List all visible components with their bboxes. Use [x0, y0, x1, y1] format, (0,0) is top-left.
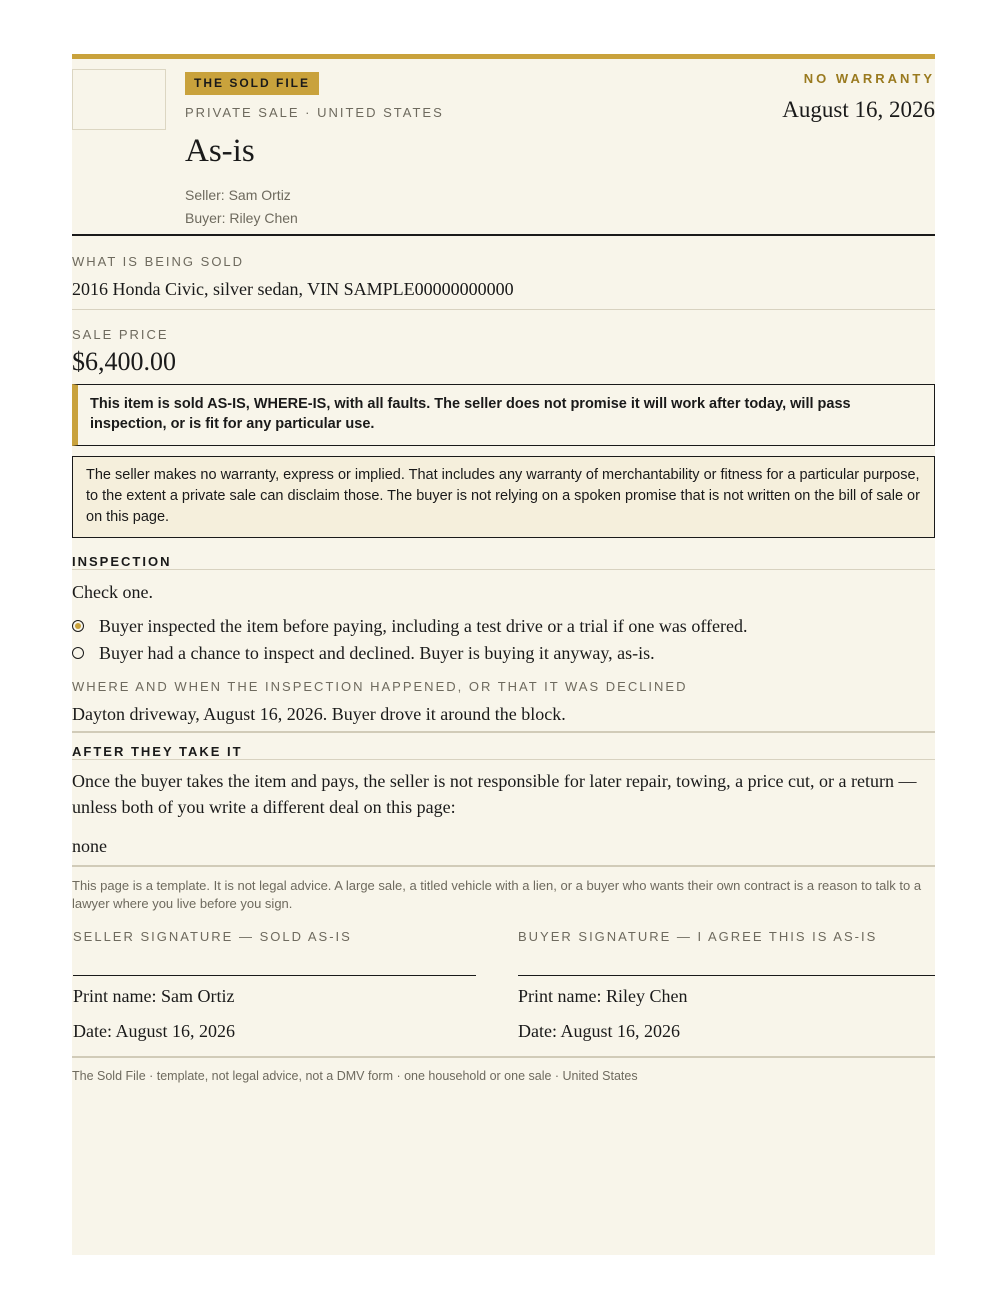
seller-signature-line[interactable]: [73, 975, 476, 976]
inspection-option-declined[interactable]: [72, 643, 655, 663]
buyer-line: Buyer: Riley Chen: [185, 210, 298, 226]
inspection-option-inspected[interactable]: [72, 616, 747, 636]
item-divider: [72, 309, 935, 310]
after-end-divider: [72, 865, 935, 867]
inspection-where-value: Dayton driveway, August 16, 2026. Buyer drove it around the block.: [72, 704, 566, 724]
document-kicker: PRIVATE SALE · UNITED STATES: [185, 105, 444, 120]
buyer-sign-date: Date: August 16, 2026: [518, 1021, 680, 1041]
after-divider: [72, 759, 935, 760]
inspection-option-label: Buyer had a chance to inspect and declined. Buyer is buying it anyway, as-is.: [99, 642, 655, 663]
price-label: SALE PRICE: [72, 327, 169, 342]
inspection-heading: INSPECTION: [72, 554, 172, 569]
document-date: August 16, 2026: [782, 97, 935, 122]
buyer-print-name: Print name: Riley Chen: [518, 986, 688, 1006]
inspection-instruction: Check one.: [72, 582, 153, 602]
no-warranty-badge: NO WARRANTY: [803, 71, 935, 86]
page-title: As-is: [185, 133, 255, 169]
inspection-end-divider: [72, 731, 935, 733]
inspection-divider: [72, 569, 935, 570]
sale-price: $6,400.00: [72, 347, 176, 376]
inspection-option-label: Buyer inspected the item before paying, including a test drive or a trial if one was offered.: [99, 615, 748, 636]
radio-unselected-icon[interactable]: [72, 647, 84, 659]
after-deal-value: none: [72, 836, 107, 856]
item-value: 2016 Honda Civic, silver sedan, VIN SAMPLE00000000000: [72, 279, 514, 299]
buyer-signature-label: BUYER SIGNATURE — I AGREE THIS IS AS-IS: [518, 929, 878, 944]
legal-disclaimer: This page is a template. It is not legal advice. A large sale, a titled vehicle with a lien, or a buyer who wants their own contract is a reason to talk to a lawyer where you live before you sign.: [72, 878, 922, 911]
radio-selected-icon[interactable]: [72, 620, 84, 632]
logo-placeholder: [72, 69, 166, 130]
buyer-signature-line[interactable]: [518, 975, 935, 976]
as-is-notice: This item is sold AS-IS, WHERE-IS, with all faults. The seller does not promise it will work after today, will pass inspection, or is fit for any particular use.: [72, 384, 935, 446]
after-text: Once the buyer takes the item and pays, the seller is not responsible for later repair, towing, a price cut, or a return — unless both of you write a different deal on this page:: [72, 771, 917, 817]
seller-print-name: Print name: Sam Ortiz: [73, 986, 235, 1006]
header-divider: [72, 234, 935, 236]
item-label: WHAT IS BEING SOLD: [72, 254, 245, 269]
seller-sign-date: Date: August 16, 2026: [73, 1021, 235, 1041]
warranty-disclaimer: The seller makes no warranty, express or implied. That includes any warranty of merchantability or fitness for a particular purpose, to the extent a private sale can disclaim those. The buyer is not relying on a spoken promise that is not written on the bill of sale or on this page.: [72, 456, 935, 538]
seller-signature-label: SELLER SIGNATURE — SOLD AS-IS: [73, 929, 352, 944]
footer-divider: [72, 1056, 935, 1058]
seller-line: Seller: Sam Ortiz: [185, 187, 291, 203]
after-heading: AFTER THEY TAKE IT: [72, 744, 243, 759]
document-sheet: [72, 54, 935, 1255]
page-footer: The Sold File · template, not legal advice, not a DMV form · one household or one sale · United States: [72, 1069, 638, 1083]
brand-tag: THE SOLD FILE: [185, 72, 319, 95]
inspection-where-label: WHERE AND WHEN THE INSPECTION HAPPENED, OR THAT IT WAS DECLINED: [72, 679, 688, 694]
